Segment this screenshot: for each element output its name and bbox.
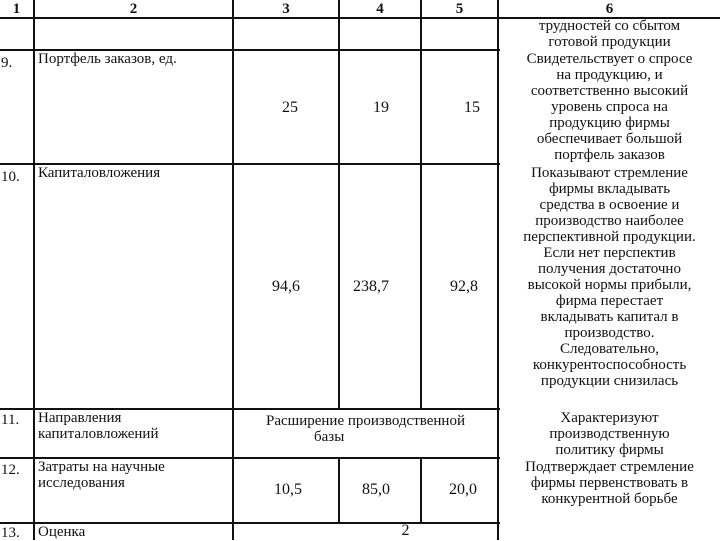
value-col-5: 15: [464, 99, 480, 116]
merged-line: Расширение производственной: [266, 413, 465, 429]
note-cell: [499, 410, 720, 458]
header-col-6: 6: [605, 1, 614, 17]
indicator-name: [38, 410, 230, 442]
name-line: Направления: [38, 410, 122, 426]
row-number: 10.: [1, 169, 20, 185]
value-col-4: 238,7: [353, 278, 389, 295]
note-line: производство.: [564, 325, 655, 341]
row-number: 12.: [1, 462, 20, 478]
header-col-1: 1: [12, 1, 21, 17]
header-col-3: 3: [282, 1, 290, 17]
value-col-5: 92,8: [450, 278, 478, 295]
note-line: трудностей со сбытом: [538, 18, 681, 34]
note-cell: [499, 18, 720, 50]
note-line: портфель заказов: [554, 147, 665, 163]
grid-line: [420, 458, 422, 524]
merged-value-cell: [234, 413, 497, 445]
name-line: Затраты на научные: [38, 459, 165, 475]
indicator-name: [38, 165, 230, 181]
name-line: Капиталовложения: [38, 165, 161, 181]
note-line: фирмы первенствовать в: [530, 475, 689, 491]
name-line: капиталовложений: [38, 426, 159, 442]
note-line: Характеризуют: [560, 410, 659, 426]
grid-line: [338, 0, 340, 410]
note-line: Следовательно,: [559, 341, 660, 357]
row-number: 11.: [1, 412, 20, 428]
header-col-4: 4: [376, 1, 384, 17]
note-line: производство наиболее: [535, 213, 684, 229]
note-line: конкурентной борьбе: [541, 491, 678, 507]
value-col-3: 25: [282, 99, 298, 116]
note-line: готовой продукции: [548, 34, 671, 50]
note-line: средства в освоение и: [539, 197, 680, 213]
note-line: продукции снизилась: [540, 373, 679, 389]
note-line: соответственно высокий: [530, 83, 689, 99]
merged-line: базы: [314, 429, 345, 445]
indicator-name: [38, 51, 230, 67]
indicator-name: [38, 459, 230, 491]
header-col-5: 5: [455, 1, 464, 17]
note-cell: [499, 459, 720, 507]
merged-line: 2: [401, 522, 410, 539]
value-col-4: 85,0: [362, 481, 390, 498]
name-line: исследования: [38, 475, 125, 491]
note-line: фирма перестает: [555, 293, 664, 309]
grid-line: [33, 0, 35, 540]
note-line: высокой нормы прибыли,: [527, 277, 692, 293]
merged-value-cell: [234, 523, 497, 539]
note-line: уровень спроса на: [551, 99, 668, 115]
note-line: на продукцию, и: [556, 67, 663, 83]
note-line: обеспечивает большой: [536, 131, 683, 147]
note-line: продукцию фирмы: [549, 115, 670, 131]
note-line: Показывают стремление: [531, 165, 688, 181]
note-line: Если нет перспектив: [543, 245, 676, 261]
grid-line: [338, 458, 340, 524]
note-line: Свидетельствует о спросе: [526, 51, 693, 67]
value-col-3: 10,5: [274, 481, 302, 498]
value-col-3: 94,6: [272, 278, 300, 295]
row-number: 9.: [1, 55, 13, 71]
note-line: Подтверждает стремление: [525, 459, 694, 475]
indicator-name: [38, 524, 230, 540]
note-line: конкурентоспособность: [532, 357, 687, 373]
name-line: Оценка: [38, 524, 86, 540]
note-line: фирмы вкладывать: [548, 181, 671, 197]
note-line: получения достаточно: [538, 261, 681, 277]
header-col-2: 2: [129, 1, 138, 17]
grid-line: [232, 0, 234, 540]
note-line: производственную: [549, 426, 670, 442]
note-line: вкладывать капитал в: [540, 309, 679, 325]
note-cell: [499, 51, 720, 163]
value-col-4: 19: [373, 99, 389, 116]
row-number: 13.: [1, 525, 20, 541]
grid-line: [420, 0, 422, 410]
note-line: перспективной продукции.: [523, 229, 696, 245]
value-col-5: 20,0: [449, 481, 477, 498]
note-line: политику фирмы: [555, 442, 664, 458]
name-line: Портфель заказов, ед.: [38, 51, 177, 67]
note-cell: [499, 165, 720, 389]
